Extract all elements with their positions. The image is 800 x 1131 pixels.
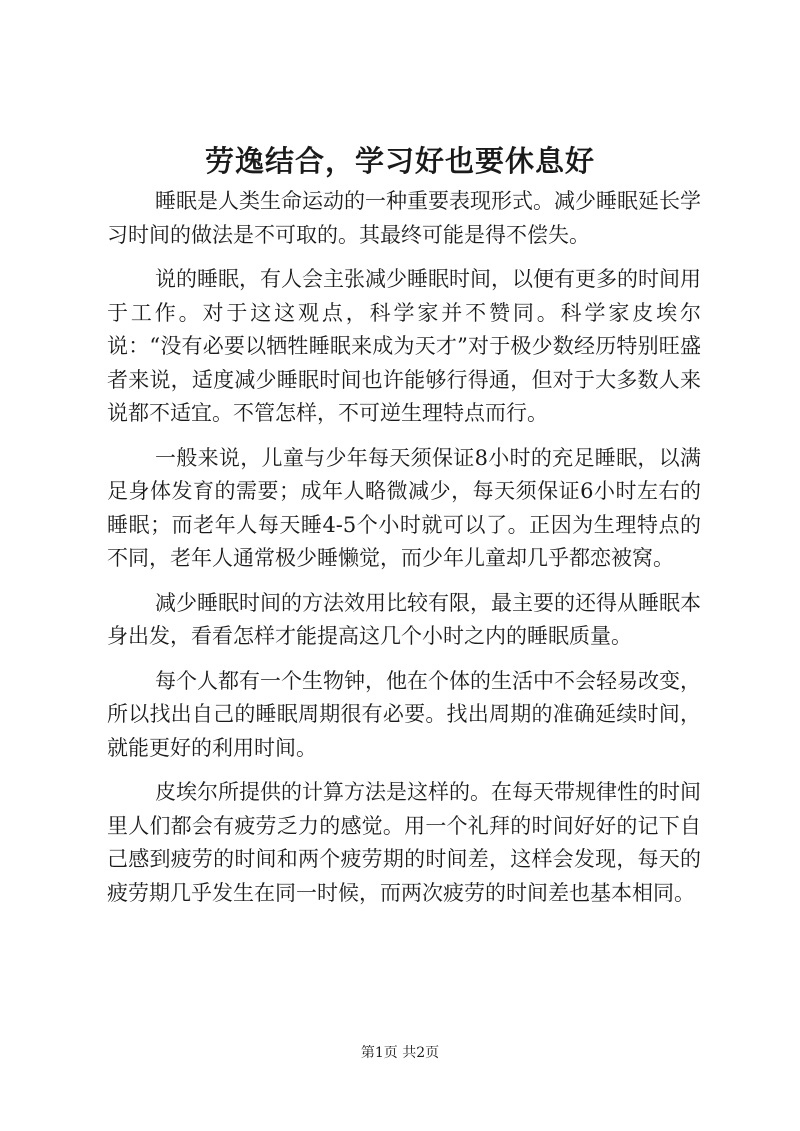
paragraph-2: 说的睡眠，有人会主张减少睡眠时间，以便有更多的时间用于工作。对于这这观点，科学家并不赞同。科学家皮埃尔说：“没有必要以牺牲睡眠来成为天才”对于极少数经历特别旺盛者来说，适度减少睡眠时间也许能够行得通，但对于大多数人来说都不适宜。不管怎样，不可逆生理特点而行。: [107, 267, 701, 425]
paragraph-3: 一般来说，儿童与少年每天须保证8小时的充足睡眠，以满足身体发育的需要；成年人略微减少，每天须保证6小时左右的睡眠；而老年人每天睡4-5个小时就可以了。正因为生理特点的不同，老年人通常极少睡懒觉，而少年儿童却几乎都恋被窝。: [107, 445, 701, 570]
page-title: 劳逸结合，学习好也要休息好: [204, 144, 595, 178]
paragraph-5: 每个人都有一个生物钟，他在个体的生活中不会轻易改变，所以找出自己的睡眠周期很有必要。找出周期的准确延续时间，就能更好的利用时间。: [107, 668, 701, 760]
document-body: [107, 185, 701, 921]
page-footer: 第1页 共2页: [360, 1045, 440, 1061]
paragraph-1: 睡眠是人类生命运动的一种重要表现形式。减少睡眠延长学习时间的做法是不可取的。其最终可能是得不偿失。: [107, 189, 701, 247]
paragraph-4: 减少睡眠时间的方法效用比较有限，最主要的还得从睡眠本身出发，看看怎样才能提高这几个小时之内的睡眠质量。: [107, 590, 701, 648]
paragraph-6: 皮埃尔所提供的计算方法是这样的。在每天带规律性的时间里人们都会有疲劳乏力的感觉。用一个礼拜的时间好好的记下自己感到疲劳的时间和两个疲劳期的时间差，这样会发现，每天的疲劳期几乎发生在同一时候，而两次疲劳的时间差也基本相同。: [107, 780, 701, 905]
